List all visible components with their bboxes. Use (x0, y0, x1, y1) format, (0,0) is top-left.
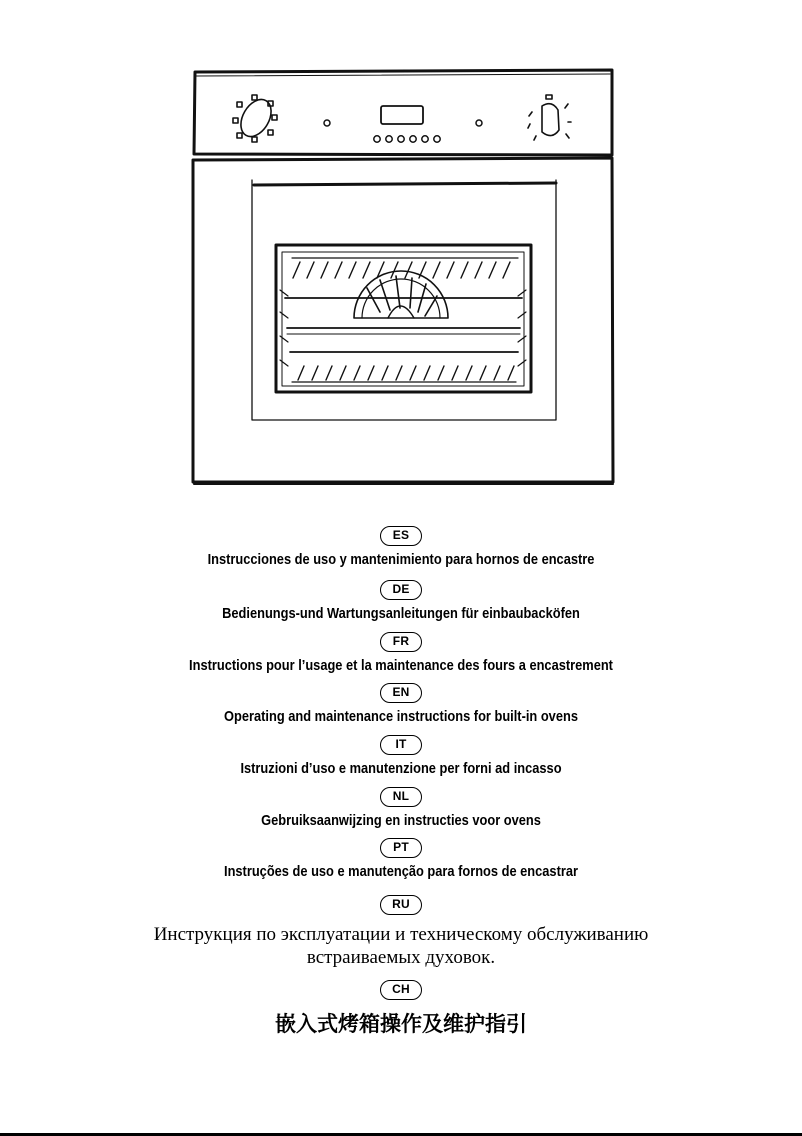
language-badge-it: IT (380, 735, 422, 755)
language-badge-es: ES (380, 526, 422, 546)
language-badge-fr: FR (380, 632, 422, 652)
oven-door (193, 158, 613, 482)
lang-section-ru (0, 895, 802, 969)
lang-section-pt (0, 838, 802, 880)
title-pt: Instruções de uso e manutenção para fornos de encastrar (223, 864, 578, 880)
title-en: Operating and maintenance instructions for built-in ovens (224, 709, 578, 725)
title-ru-line2: встраиваемых духовок. (306, 947, 496, 968)
lang-section-en (0, 683, 802, 725)
lang-section-nl (0, 787, 802, 829)
title-ru-line1: Инструкция по эксплуатации и техническому обслуживанию (153, 924, 649, 945)
convection-fan (354, 271, 448, 318)
title-ru (0, 923, 802, 969)
language-badge-ru: RU (380, 895, 422, 915)
left-knob (233, 94, 277, 142)
lang-section-ch (0, 980, 802, 1038)
language-badge-pt: PT (380, 838, 422, 858)
right-knob (528, 95, 571, 140)
title-nl: Gebruiksaanwijzing en instructies voor ovens (261, 813, 541, 829)
language-badge-ch: CH (380, 980, 422, 1000)
indicator-light-left (324, 120, 330, 126)
language-badge-en: EN (380, 683, 422, 703)
top-heating-element (293, 262, 510, 278)
indicator-light-right (476, 120, 482, 126)
title-fr: Instructions pour l’usage et la maintenance des fours a encastrement (189, 658, 613, 674)
lang-section-es (0, 526, 802, 568)
title-ch: 嵌入式烤箱操作及维护指引 (275, 1012, 527, 1036)
lang-section-de (0, 580, 802, 622)
lang-section-it (0, 735, 802, 777)
language-badge-nl: NL (380, 787, 422, 807)
title-it: Istruzioni d’uso e manutenzione per forni ad incasso (240, 761, 562, 777)
lang-section-fr (0, 632, 802, 674)
title-es: Instrucciones de uso y mantenimiento para hornos de encastre (207, 552, 595, 568)
timer-display (381, 106, 423, 124)
timer-buttons (374, 136, 440, 142)
language-badge-de: DE (380, 580, 422, 600)
oven-illustration (0, 0, 802, 500)
bottom-heating-element (292, 366, 516, 382)
title-de: Bedienungs-und Wartungsanleitungen für einbaubacköfen (222, 606, 580, 622)
